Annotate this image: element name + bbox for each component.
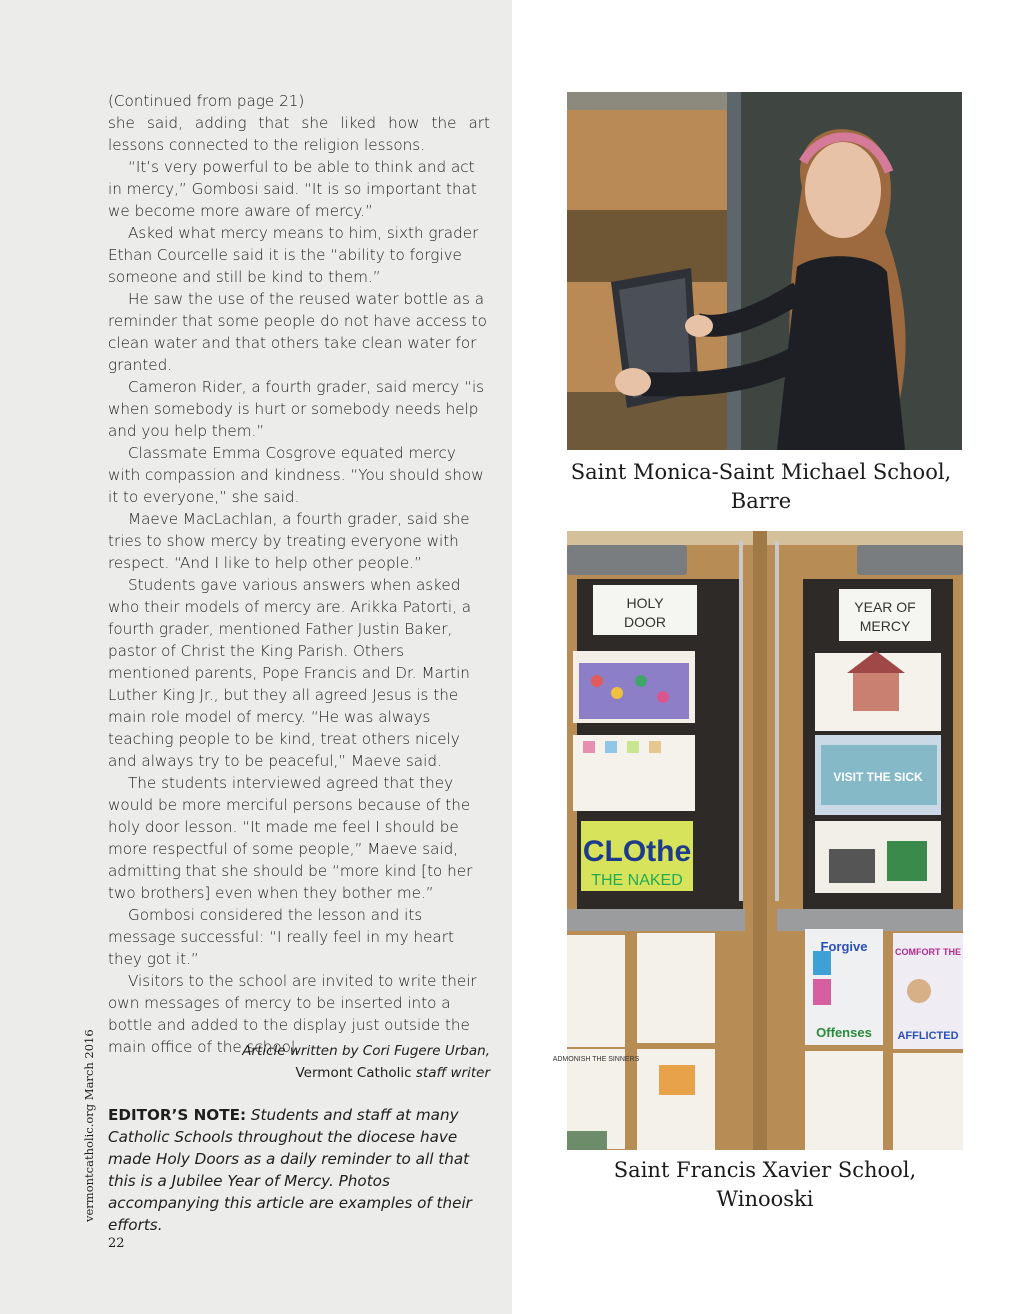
article-paragraph: “It’s very powerful to be able to think and act in mercy,” Gombosi said. “It is so important that we become more aware of mercy.”: [108, 158, 477, 220]
editors-note: [108, 1104, 490, 1236]
poster-visit-the-sick: VISIT THE SICK: [833, 770, 923, 784]
article-paragraph: Students gave various answers when asked who their models of mercy are. Arikka Patorti, a fourth grader, mentioned Father Justin Baker, pastor of Christ the King Parish. Others mentioned parents, Pope Francis and Dr. Martin Luther King Jr., but they all agreed Jesus is the main role model of mercy. “He was always teaching people to be kind, treat others nicely and always try to be peaceful,” Maeve said.: [108, 576, 472, 770]
photo1-caption-town: Barre: [730, 489, 792, 513]
byline-role: staff writer: [415, 1065, 490, 1081]
poster-the-naked: THE NAKED: [591, 872, 683, 889]
poster-clothe: CLOthe: [582, 835, 692, 868]
sign-holy: HOLY: [626, 595, 664, 611]
photo1-caption-school: Saint Monica-Saint Michael School,: [570, 460, 952, 484]
continued-line: (Continued from page 21): [108, 92, 305, 110]
poster-offenses: Offenses: [816, 1025, 872, 1040]
page-number: 22: [108, 1236, 125, 1251]
sign-door: DOOR: [624, 614, 666, 630]
article-paragraph: Gombosi considered the lesson and its message successful: “I really feel in my heart they got it.”: [108, 906, 454, 968]
byline-publication: Vermont Catholic: [295, 1065, 412, 1081]
article-paragraph: Classmate Emma Cosgrove equated mercy with compassion and kindness. “You should show it to everyone,” she said.: [108, 444, 484, 506]
article-paragraph: Maeve MacLachlan, a fourth grader, said she tries to show mercy by treating everyone with respect. “And I like to help other people.”: [108, 510, 470, 572]
article-paragraph: He saw the use of the reused water bottle as a reminder that some people do not have access to clean water and that others take clean water for granted.: [108, 290, 487, 374]
vertical-folio: vermontcatholic.org March 2016: [82, 1029, 96, 1222]
poster-comfort-the: COMFORT THE: [895, 947, 961, 957]
photo2-caption-town: Winooski: [716, 1187, 814, 1211]
article-body: [108, 90, 490, 1058]
photo2-caption: [556, 1156, 974, 1214]
sign-year-of: YEAR OF: [854, 599, 916, 615]
article-paragraph: The students interviewed agreed that they would be more merciful persons because of the holy door lesson. “It made me feel I should be more respectful of some people,” Maeve said, admitting that she should be “more kind [to her two brothers] even when they bother me.”: [108, 774, 473, 902]
sign-mercy: MERCY: [859, 618, 911, 634]
photo-decorated-doors: [552, 531, 963, 1150]
article-paragraph: she said, adding that she liked how the art lessons connected to the religion lessons.: [108, 114, 490, 154]
poster-afflicted: AFFLICTED: [897, 1030, 959, 1042]
poster-admonish: ADMONISH THE SINNERS: [552, 1056, 640, 1063]
photo-girl-holy-door: [567, 92, 962, 450]
photo2-caption-school: Saint Francis Xavier School,: [613, 1158, 917, 1182]
poster-forgive: Forgive: [820, 939, 868, 954]
editors-note-label: EDITOR’S NOTE:: [108, 1106, 247, 1124]
editors-note-text: Students and staff at many Catholic Schools throughout the diocese have made Holy Doors as a daily reminder to all that this is a Jubilee Year of Mercy. Photos accompanying this article are examples of their efforts.: [108, 1106, 472, 1234]
article-paragraph: Asked what mercy means to him, sixth grader Ethan Courcelle said it is the “ability to forgive someone and still be kind to them.”: [108, 224, 479, 286]
byline: [108, 1040, 490, 1084]
article-paragraph: Visitors to the school are invited to write their own messages of mercy to be inserted into a bottle and added to the display just outside the main office of the school.: [108, 972, 477, 1056]
article-paragraph: Cameron Rider, a fourth grader, said mercy “is when somebody is hurt or somebody needs help and you help them.”: [108, 378, 485, 440]
photo1-caption: [556, 458, 966, 516]
byline-author: Article written by Cori Fugere Urban,: [242, 1043, 490, 1059]
